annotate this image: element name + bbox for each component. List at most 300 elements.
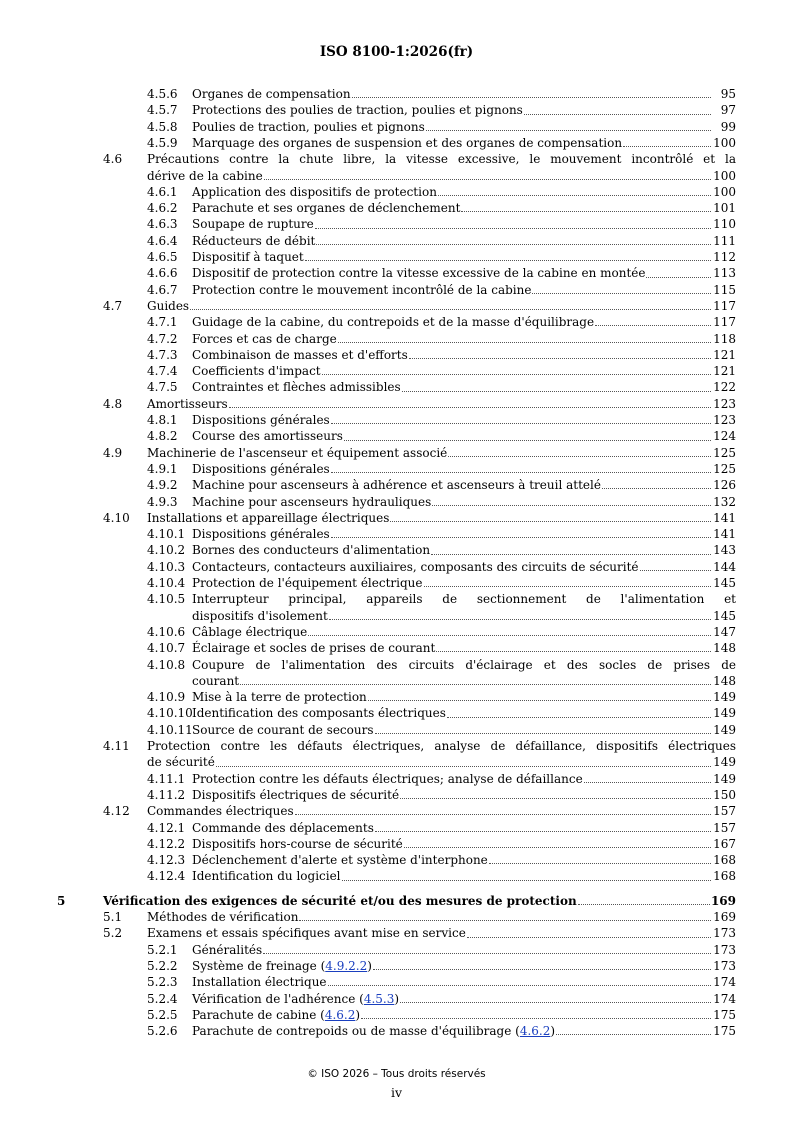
toc-entry[interactable] xyxy=(192,1007,736,1023)
toc-entry-title-text: Parachute de cabine ( xyxy=(192,1007,325,1022)
toc-entry-page: 132 xyxy=(713,494,736,509)
toc-entry[interactable] xyxy=(192,836,736,852)
dot-leader xyxy=(352,97,711,98)
clause-reference-link[interactable]: 4.9.2.2 xyxy=(325,958,368,973)
toc-entry-title-text: Dispositif à taquet xyxy=(192,250,304,264)
toc-entry-number: 4.6.2 xyxy=(147,201,178,216)
toc-entry[interactable] xyxy=(103,893,736,909)
toc-entry[interactable] xyxy=(192,412,736,428)
dot-leader xyxy=(646,277,711,278)
toc-entry-title-continued: de sécurité xyxy=(147,755,215,770)
dot-leader xyxy=(602,488,711,489)
toc-entry-page: 115 xyxy=(713,282,736,297)
toc-entry-number: 4.12 xyxy=(103,804,130,819)
dot-leader xyxy=(640,570,711,571)
dot-leader xyxy=(329,619,711,620)
toc-entry-number: 4.6.1 xyxy=(147,184,178,199)
toc-entry-page: 111 xyxy=(713,233,736,248)
toc-entry-page: 145 xyxy=(713,576,736,590)
toc-entry[interactable] xyxy=(192,428,736,444)
toc-entry-title-text: Machine pour ascenseurs à adhérence et ascenseurs à treuil attelé xyxy=(192,478,601,493)
toc-entry-page: 113 xyxy=(713,266,736,281)
toc-entry-number: 4.12.3 xyxy=(147,853,186,868)
toc-entry-number: 4.10.8 xyxy=(147,657,186,672)
toc-entry-number: 4.10.5 xyxy=(147,592,186,607)
toc-entry[interactable] xyxy=(192,314,736,330)
toc-entry[interactable] xyxy=(192,852,736,868)
toc-entry-title-text: Vérification de l'adhérence ( xyxy=(192,991,364,1006)
toc-entry-title xyxy=(147,803,294,819)
document-header: ISO 8100-1:2026(fr) xyxy=(319,44,474,60)
dot-leader xyxy=(263,953,711,954)
dot-leader xyxy=(361,1018,711,1019)
toc-entry-title xyxy=(192,428,343,444)
dot-leader xyxy=(316,244,711,245)
toc-entry-title xyxy=(192,102,523,118)
toc-entry-title xyxy=(147,925,466,941)
toc-entry-title xyxy=(192,314,594,330)
toc-entry-title xyxy=(192,787,399,803)
toc-entry[interactable] xyxy=(192,363,736,379)
dot-leader xyxy=(331,472,711,473)
toc-entry-title xyxy=(192,868,341,884)
toc-entry-title-text: Machine pour ascenseurs hydrauliques xyxy=(192,494,432,509)
toc-entry[interactable] xyxy=(147,925,736,941)
toc-entry[interactable] xyxy=(192,119,736,135)
toc-entry-number: 4.10.7 xyxy=(147,641,186,656)
toc-entry-title-continued: dispositifs d'isolement xyxy=(192,608,328,623)
toc-entry-number: 5.2.1 xyxy=(147,942,178,957)
toc-entry-number: 4.10.2 xyxy=(147,543,186,558)
toc-entry-page: 99 xyxy=(720,119,736,134)
toc-entry-page: 148 xyxy=(713,673,736,688)
dot-leader xyxy=(373,969,711,970)
toc-entry-title xyxy=(192,331,337,347)
toc-entry-title xyxy=(192,575,423,591)
toc-entry-page: 100 xyxy=(713,135,736,150)
toc-entry-title xyxy=(192,689,367,705)
toc-entry-number: 4.9.2 xyxy=(147,478,178,493)
dot-leader xyxy=(305,260,711,261)
toc-entry-title xyxy=(192,958,372,974)
toc-entry-title xyxy=(192,135,622,151)
clause-reference-link[interactable]: 4.6.2 xyxy=(519,1024,551,1039)
clause-reference-link[interactable]: 4.6.2 xyxy=(324,1007,356,1022)
toc-entry-page: 149 xyxy=(713,690,736,705)
toc-entry-page: 112 xyxy=(713,250,736,264)
toc-entry-page: 101 xyxy=(713,201,736,216)
toc-entry[interactable] xyxy=(192,331,736,347)
toc-entry[interactable] xyxy=(192,608,736,624)
toc-entry[interactable] xyxy=(192,233,736,249)
toc-entry-page: 168 xyxy=(713,853,736,868)
dot-leader xyxy=(375,831,711,832)
toc-entry-number: 4.10.10 xyxy=(147,706,193,721)
dot-leader xyxy=(447,717,711,718)
toc-entry[interactable] xyxy=(192,526,736,542)
toc-entry-title xyxy=(147,510,389,526)
toc-entry-page: 95 xyxy=(720,87,736,101)
toc-entry-number: 4.5.9 xyxy=(147,135,178,150)
dot-leader xyxy=(375,733,712,734)
toc-entry-title xyxy=(192,640,435,656)
toc-entry-title-text: Source de courant de secours xyxy=(192,722,374,737)
toc-entry[interactable] xyxy=(192,722,736,738)
toc-entry-number: 4.8.2 xyxy=(147,429,178,444)
toc-entry-page: 149 xyxy=(713,722,736,737)
toc-entry-title xyxy=(192,974,327,990)
toc-entry-page: 168 xyxy=(713,869,736,884)
toc-entry-number: 5 xyxy=(57,893,66,908)
toc-entry-number: 4.5.7 xyxy=(147,103,178,118)
dot-leader xyxy=(344,440,711,441)
dot-leader xyxy=(331,537,711,538)
toc-entry-page: 169 xyxy=(710,893,736,908)
toc-entry-title xyxy=(192,852,488,868)
toc-entry-number: 4.11.2 xyxy=(147,787,186,802)
toc-entry[interactable] xyxy=(147,510,736,526)
toc-entry-number: 4.10.3 xyxy=(147,559,186,574)
toc-entry-title-text: Machinerie de l'ascenseur et équipement associé xyxy=(147,445,448,460)
toc-entry-title-text: Contraintes et flèches admissibles xyxy=(192,380,401,395)
toc-entry-title xyxy=(192,347,408,363)
toc-entry-title xyxy=(192,1023,555,1039)
toc-entry-page: 124 xyxy=(713,429,736,444)
page-number: iv xyxy=(390,1085,403,1100)
toc-entry-title xyxy=(103,893,577,909)
toc-entry-page: 174 xyxy=(713,991,736,1006)
dot-leader xyxy=(216,766,711,767)
dot-leader xyxy=(578,904,710,905)
toc-entry-title-text: Protections des poulies de traction, poulies et pignons xyxy=(192,103,523,118)
toc-entry-title xyxy=(192,542,430,558)
toc-entry[interactable] xyxy=(147,298,736,314)
toc-entry-page: 167 xyxy=(713,836,736,851)
toc-entry[interactable] xyxy=(192,184,736,200)
dot-leader xyxy=(623,146,711,147)
toc-entry-page: 126 xyxy=(713,478,736,493)
toc-entry[interactable] xyxy=(192,868,736,884)
dot-leader xyxy=(295,814,711,815)
dot-leader xyxy=(595,325,711,326)
toc-entry[interactable] xyxy=(192,494,736,510)
toc-entry-title xyxy=(192,412,330,428)
toc-entry-title-continued: courant xyxy=(192,673,240,688)
toc-entry-page: 141 xyxy=(713,510,736,525)
toc-entry[interactable] xyxy=(192,477,736,493)
dot-leader xyxy=(264,179,711,180)
toc-entry-title xyxy=(192,820,374,836)
dot-leader xyxy=(532,293,711,294)
toc-entry-title-text: Commandes électriques xyxy=(147,804,294,819)
toc-entry-page: 118 xyxy=(713,331,736,346)
toc-entry[interactable] xyxy=(192,991,736,1007)
toc-entry-number: 4.7.1 xyxy=(147,315,178,330)
toc-entry-title-text: Installations et appareillage électriques xyxy=(147,510,390,525)
toc-entry[interactable] xyxy=(192,705,736,721)
toc-entry-title-continued: dérive de la cabine xyxy=(147,168,263,183)
toc-entry[interactable] xyxy=(147,168,736,184)
toc-entry-title xyxy=(147,298,189,314)
toc-entry-title-text: Câblage électrique xyxy=(192,624,308,639)
toc-entry-title xyxy=(192,494,431,510)
toc-entry-number: 4.12.2 xyxy=(147,836,186,851)
toc-entry[interactable] xyxy=(192,689,736,705)
toc-entry-title-text: Marquage des organes de suspension et des organes de compensation xyxy=(192,135,623,150)
dot-leader xyxy=(409,358,711,359)
toc-entry-page: 149 xyxy=(713,706,736,721)
toc-entry-title-text: Dispositifs électriques de sécurité xyxy=(192,787,400,802)
toc-entry[interactable] xyxy=(192,771,736,787)
toc-entry[interactable] xyxy=(192,958,736,974)
dot-leader xyxy=(368,700,711,701)
dot-leader xyxy=(448,456,711,457)
toc-entry-title-text: Parachute et ses organes de déclenchement xyxy=(192,201,461,216)
toc-entry-title-text: Combinaison de masses et d'efforts xyxy=(192,347,408,362)
toc-entry-number: 4.10.6 xyxy=(147,624,186,639)
toc-entry-title-text: Dispositions générales xyxy=(192,461,330,476)
toc-entry[interactable] xyxy=(192,265,736,281)
toc-entry-number: 4.7.4 xyxy=(147,364,178,379)
dot-leader xyxy=(489,863,711,864)
toc-entry[interactable] xyxy=(147,803,736,819)
toc-entry[interactable] xyxy=(192,673,736,689)
toc-entry-title-text: Soupape de rupture xyxy=(192,217,314,232)
toc-entry[interactable] xyxy=(192,1023,736,1039)
toc-entry-title-text: Protection contre les défauts électriques; analyse de défaillance xyxy=(192,771,583,786)
toc-entry-title[interactable]: Précautions contre la chute libre, la vitesse excessive, le mouvement incontrôlé et la xyxy=(147,152,736,167)
toc-entry-title xyxy=(192,200,460,216)
dot-leader xyxy=(467,937,711,938)
toc-entry-page: 175 xyxy=(713,1024,736,1039)
toc-entry-number: 5.1 xyxy=(103,910,123,924)
toc-entry-page: 173 xyxy=(713,926,736,941)
toc-entry-title[interactable]: Protection contre les défauts électriques, analyse de défaillance, dispositifs électriques xyxy=(147,739,736,753)
copyright-footer: © ISO 2026 – Tous droits réservés xyxy=(307,1068,486,1080)
toc-entry-title xyxy=(192,119,425,135)
toc-entry-title xyxy=(192,363,321,379)
toc-entry[interactable] xyxy=(147,754,736,770)
toc-entry-title-text: Système de freinage ( xyxy=(192,958,326,973)
toc-entry[interactable] xyxy=(192,640,736,656)
dot-leader xyxy=(322,374,711,375)
dot-leader xyxy=(240,684,711,685)
toc-entry-page: 121 xyxy=(713,364,736,379)
toc-entry-number: 4.6.3 xyxy=(147,217,178,232)
dot-leader xyxy=(438,195,711,196)
dot-leader xyxy=(229,407,711,408)
toc-entry-page: 125 xyxy=(713,461,736,476)
toc-entry[interactable] xyxy=(192,102,736,118)
toc-entry-title-text: Examens et essais spécifiques avant mise en service xyxy=(147,926,466,941)
toc-entry[interactable] xyxy=(192,787,736,803)
toc-entry[interactable] xyxy=(192,974,736,990)
toc-entry-page: 100 xyxy=(713,168,736,183)
toc-entry[interactable] xyxy=(192,216,736,232)
toc-entry-number: 4.9.1 xyxy=(147,461,178,476)
toc-entry-page: 143 xyxy=(713,543,736,558)
toc-entry[interactable] xyxy=(192,135,736,151)
toc-entry[interactable] xyxy=(192,86,736,102)
toc-entry-title xyxy=(192,624,307,640)
toc-entry[interactable] xyxy=(147,445,736,461)
toc-entry-number: 4.5.6 xyxy=(147,87,178,101)
toc-entry[interactable] xyxy=(192,559,736,575)
toc-entry-title-text: Protection contre le mouvement incontrôlé de la cabine xyxy=(192,282,532,297)
toc-entry-title-text: Organes de compensation xyxy=(192,87,351,101)
toc-entry-page: 173 xyxy=(713,942,736,957)
toc-entry-title-text: Dispositif de protection contre la vitesse excessive de la cabine en montée xyxy=(192,266,646,281)
toc-entry[interactable] xyxy=(147,396,736,412)
toc-entry-title-text: Coefficients d'impact xyxy=(192,364,321,379)
toc-entry-number: 5.2.3 xyxy=(147,975,178,990)
toc-entry-page: 169 xyxy=(713,910,736,924)
dot-leader xyxy=(390,521,711,522)
toc-entry-number: 4.7 xyxy=(103,298,123,313)
toc-entry-title xyxy=(192,705,446,721)
toc-entry-page: 149 xyxy=(713,755,736,770)
toc-entry-number: 5.2.6 xyxy=(147,1024,178,1039)
toc-entry-page: 123 xyxy=(713,413,736,427)
toc-entry-title-text: Guides xyxy=(147,298,190,313)
toc-entry-title-text: Méthodes de vérification xyxy=(147,910,299,924)
toc-entry[interactable] xyxy=(192,624,736,640)
toc-entry-number: 5.2.5 xyxy=(147,1007,178,1022)
toc-entry-title-text: Commande des déplacements xyxy=(192,820,374,835)
toc-entry-title xyxy=(192,216,314,232)
toc-entry-number: 4.7.5 xyxy=(147,380,178,395)
dot-leader xyxy=(328,985,711,986)
toc-entry[interactable] xyxy=(192,200,736,216)
toc-entry-title xyxy=(192,282,531,298)
dot-leader xyxy=(556,1034,711,1035)
toc-entry-page: 157 xyxy=(713,820,736,835)
toc-entry-number: 4.9.3 xyxy=(147,494,178,509)
toc-entry-page: 149 xyxy=(713,771,736,786)
dot-leader xyxy=(432,505,711,506)
toc-entry-number: 4.12.1 xyxy=(147,820,186,835)
toc-entry-title-text: Forces et cas de charge xyxy=(192,331,337,346)
toc-entry-title-text: Poulies de traction, poulies et pignons xyxy=(192,119,425,134)
toc-entry-page: 173 xyxy=(713,958,736,973)
toc-entry-title xyxy=(192,265,645,281)
toc-entry-title-text: Réducteurs de débit xyxy=(192,233,316,248)
dot-leader xyxy=(400,798,711,799)
toc-entry-number: 4.7.3 xyxy=(147,347,178,362)
toc-entry-title xyxy=(192,559,639,575)
toc-entry-page: 144 xyxy=(713,559,736,574)
toc-entry-title-text: Identification des composants électriques xyxy=(192,706,446,721)
toc-entry-number: 5.2.2 xyxy=(147,958,178,973)
toc-entry-page: 175 xyxy=(713,1007,736,1022)
toc-entry[interactable] xyxy=(192,542,736,558)
toc-entry[interactable] xyxy=(192,461,736,477)
toc-entry-title-text: Mise à la terre de protection xyxy=(192,690,367,705)
toc-entry-title xyxy=(147,396,228,412)
toc-entry-number: 4.10.9 xyxy=(147,690,186,705)
toc-entry-title xyxy=(147,909,298,925)
toc-entry-title-text: Installation électrique xyxy=(192,975,327,990)
toc-entry-number: 4.8 xyxy=(103,396,123,411)
dot-leader xyxy=(424,586,712,587)
toc-entry-title-text: Dispositions générales xyxy=(192,413,330,427)
toc-entry-page: 125 xyxy=(713,445,736,460)
toc-entry-page: 100 xyxy=(713,184,736,199)
toc-entry-number: 5.2 xyxy=(103,926,123,941)
toc-entry-number: 4.12.4 xyxy=(147,869,186,884)
toc-entry-title xyxy=(192,722,374,738)
toc-entry-title-text: Éclairage et socles de prises de courant xyxy=(192,641,436,656)
toc-entry-title[interactable]: Coupure de l'alimentation des circuits d'éclairage et des socles de prises de xyxy=(192,657,736,672)
toc-entry-title[interactable]: Interrupteur principal, appareils de sectionnement de l'alimentation et xyxy=(192,592,736,607)
toc-entry[interactable] xyxy=(192,282,736,298)
closing-paren: ) xyxy=(355,1007,361,1022)
toc-entry-number: 4.10.11 xyxy=(147,722,193,737)
closing-paren: ) xyxy=(550,1024,556,1039)
toc-entry-title-text: Course des amortisseurs xyxy=(192,429,343,444)
toc-entry-title-text: Dispositions générales xyxy=(192,527,330,542)
toc-entry-page: 157 xyxy=(713,804,736,819)
toc-entry-title xyxy=(192,1007,360,1023)
dot-leader xyxy=(436,651,711,652)
toc-entry-number: 4.6.5 xyxy=(147,250,178,264)
toc-entry-title-text: Dispositifs hors-course de sécurité xyxy=(192,836,403,851)
toc-entry-number: 4.10.4 xyxy=(147,576,186,590)
dot-leader xyxy=(524,114,711,115)
toc-entry-title-text: Déclenchement d'alerte et système d'interphone xyxy=(192,853,488,868)
toc-entry-page: 141 xyxy=(713,527,736,542)
toc-entry-title xyxy=(192,233,315,249)
toc-entry-title xyxy=(147,445,447,461)
toc-entry[interactable] xyxy=(192,347,736,363)
toc-entry-number: 4.6.7 xyxy=(147,282,178,297)
toc-entry-page: 174 xyxy=(713,975,736,990)
toc-entry[interactable] xyxy=(192,379,736,395)
toc-entry-page: 147 xyxy=(713,624,736,639)
toc-entry-number: 4.11.1 xyxy=(147,771,186,786)
toc-entry-page: 150 xyxy=(713,787,736,802)
toc-entry-number: 4.6 xyxy=(103,152,123,167)
toc-entry-title-text: Protection de l'équipement électrique xyxy=(192,576,423,590)
toc-entry-title-text: Parachute de contrepoids ou de masse d'équilibrage ( xyxy=(192,1024,520,1039)
dot-leader xyxy=(338,342,711,343)
toc-entry-title xyxy=(192,771,583,787)
toc-entry-number: 4.7.2 xyxy=(147,331,178,346)
toc-entry-title xyxy=(192,836,403,852)
toc-entry-number: 4.10 xyxy=(103,510,130,525)
dot-leader xyxy=(342,880,711,881)
toc-entry[interactable] xyxy=(192,575,736,591)
dot-leader xyxy=(584,782,711,783)
toc-entry-title-text: Amortisseurs xyxy=(147,396,228,411)
toc-entry[interactable] xyxy=(192,249,736,265)
closing-paren: ) xyxy=(367,958,372,973)
toc-entry[interactable] xyxy=(192,820,736,836)
toc-entry-page: 148 xyxy=(713,641,736,656)
toc-entry[interactable] xyxy=(147,909,736,925)
toc-entry-page: 117 xyxy=(713,315,736,330)
toc-entry-number: 4.11 xyxy=(103,739,130,753)
toc-entry-page: 121 xyxy=(713,347,736,362)
toc-entry-page: 117 xyxy=(713,298,736,313)
toc-entry[interactable] xyxy=(192,942,736,958)
toc-entry-title xyxy=(192,86,351,102)
toc-entry-number: 4.6.4 xyxy=(147,233,178,248)
dot-leader xyxy=(190,309,711,310)
toc-entry-number: 4.5.8 xyxy=(147,119,178,134)
clause-reference-link[interactable]: 4.5.3 xyxy=(363,991,395,1006)
toc-entry-title xyxy=(192,991,399,1007)
